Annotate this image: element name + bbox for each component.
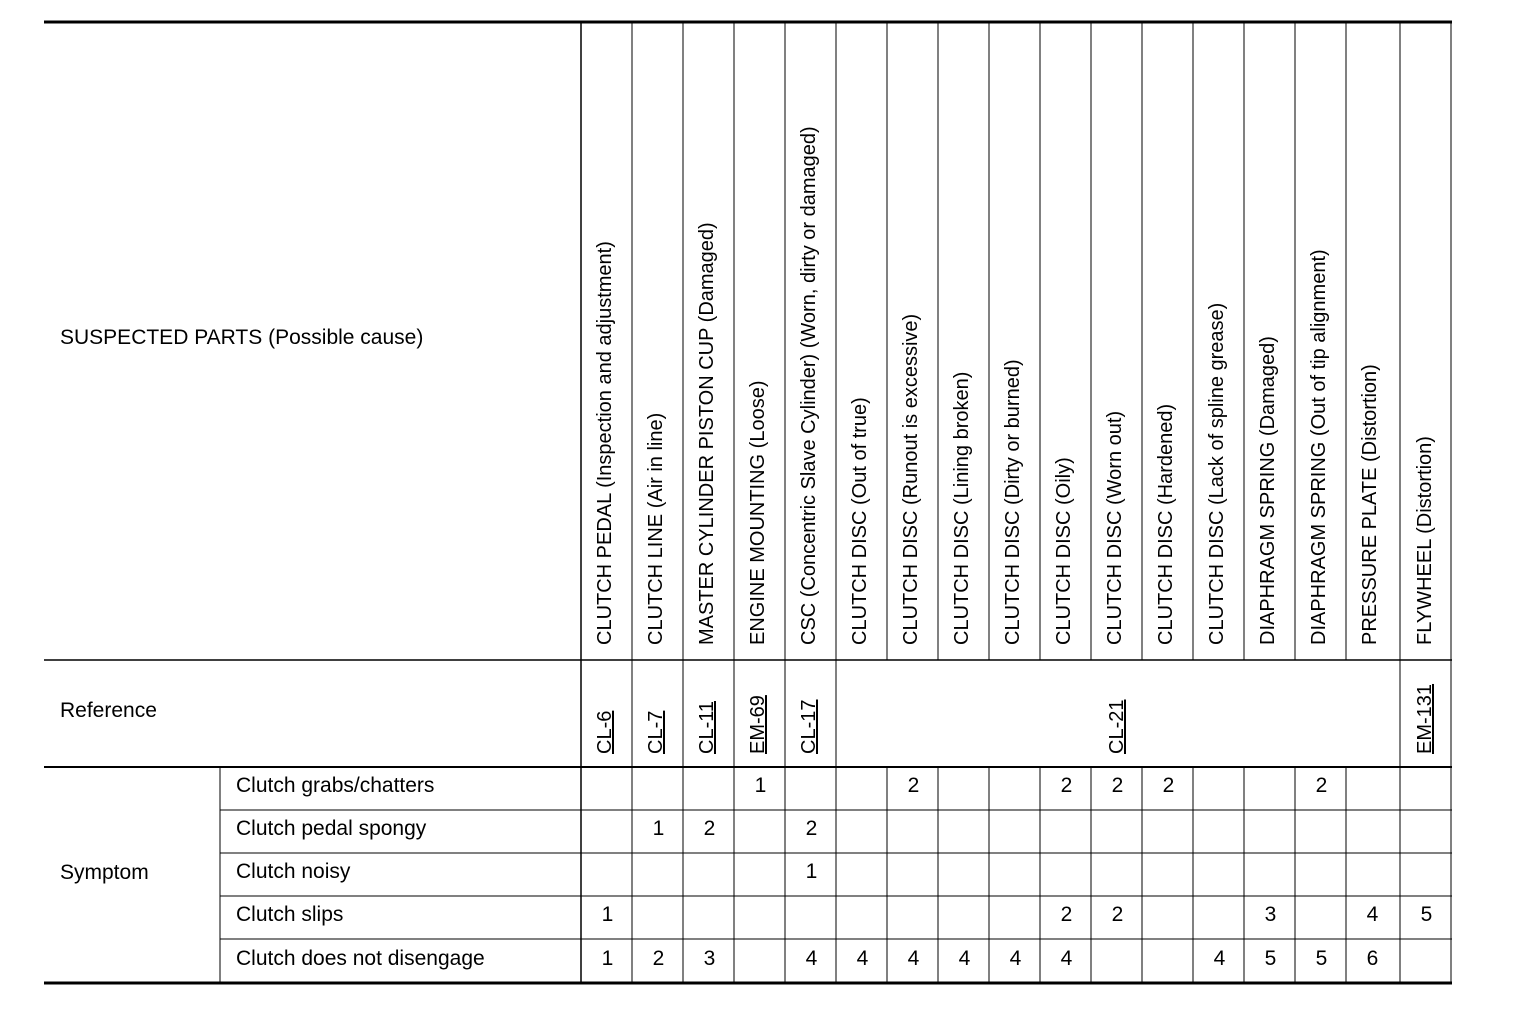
symptom-name: Clutch grabs/chatters <box>236 774 435 797</box>
priority-cell: 5 <box>1264 947 1277 970</box>
priority-cell: 2 <box>1060 903 1073 926</box>
priority-cell: 1 <box>805 860 818 883</box>
column-header: ENGINE MOUNTING (Loose) <box>747 380 769 645</box>
priority-cell: 3 <box>1264 903 1277 926</box>
column-header: FLYWHEEL (Distortion) <box>1414 436 1436 645</box>
priority-cell: 4 <box>1009 947 1022 970</box>
column-header: MASTER CYLINDER PISTON CUP (Damaged) <box>696 222 718 645</box>
column-header: CLUTCH DISC (Runout is excessive) <box>900 313 922 645</box>
column-header: CLUTCH PEDAL (Inspection and adjustment) <box>594 241 616 645</box>
reference-link-cl-7[interactable]: CL-7 <box>645 710 667 754</box>
reference-label: Reference <box>60 699 157 722</box>
symptom-name: Clutch pedal spongy <box>236 817 427 840</box>
priority-cell: 1 <box>754 774 767 797</box>
column-header: CLUTCH DISC (Lack of spline grease) <box>1206 302 1228 645</box>
priority-cell: 2 <box>1111 903 1124 926</box>
column-header: CLUTCH DISC (Worn out) <box>1104 410 1126 645</box>
priority-cell: 2 <box>652 947 665 970</box>
column-header: CLUTCH LINE (Air in line) <box>645 412 667 645</box>
column-header: CLUTCH DISC (Lining broken) <box>951 371 973 645</box>
symptom-label: Symptom <box>60 861 149 884</box>
priority-cell: 4 <box>1213 947 1226 970</box>
reference-link-cl-11[interactable]: CL-11 <box>696 701 718 754</box>
priority-cell: 1 <box>601 903 614 926</box>
column-header: CSC (Concentric Slave Cylinder) (Worn, dirty or damaged) <box>798 126 820 645</box>
symptom-name: Clutch does not disengage <box>236 947 485 970</box>
priority-cell: 5 <box>1315 947 1328 970</box>
symptom-name: Clutch slips <box>236 903 344 926</box>
reference-link-cl-17[interactable]: CL-17 <box>798 699 820 754</box>
priority-cell: 4 <box>1366 903 1379 926</box>
priority-cell: 1 <box>652 817 665 840</box>
priority-cell: 4 <box>907 947 920 970</box>
priority-cell: 2 <box>907 774 920 797</box>
priority-cell: 2 <box>1162 774 1175 797</box>
priority-cell: 5 <box>1420 903 1433 926</box>
reference-link-cl-21[interactable]: CL-21 <box>1106 699 1128 754</box>
priority-cell: 2 <box>1315 774 1328 797</box>
column-header: CLUTCH DISC (Dirty or burned) <box>1002 359 1024 645</box>
priority-cell: 4 <box>1060 947 1073 970</box>
priority-cell: 4 <box>958 947 971 970</box>
column-header: CLUTCH DISC (Hardened) <box>1155 403 1177 645</box>
priority-cell: 3 <box>703 947 716 970</box>
symptom-name: Clutch noisy <box>236 860 351 883</box>
column-header: PRESSURE PLATE (Distortion) <box>1359 364 1381 645</box>
column-header: DIAPHRAGM SPRING (Damaged) <box>1257 336 1279 645</box>
suspected-parts-label: SUSPECTED PARTS (Possible cause) <box>60 326 424 349</box>
priority-cell: 1 <box>601 947 614 970</box>
reference-link-em-69[interactable]: EM-69 <box>747 695 769 754</box>
priority-cell: 2 <box>805 817 818 840</box>
column-header: CLUTCH DISC (Out of true) <box>849 397 871 645</box>
column-header: DIAPHRAGM SPRING (Out of tip alignment) <box>1308 249 1330 645</box>
column-header: CLUTCH DISC (Oily) <box>1053 457 1075 645</box>
reference-link-em-131[interactable]: EM-131 <box>1414 683 1436 754</box>
priority-cell: 2 <box>1111 774 1124 797</box>
priority-cell: 2 <box>1060 774 1073 797</box>
priority-cell: 4 <box>856 947 869 970</box>
reference-link-cl-6[interactable]: CL-6 <box>594 710 616 754</box>
priority-cell: 6 <box>1366 947 1379 970</box>
priority-cell: 4 <box>805 947 818 970</box>
priority-cell: 2 <box>703 817 716 840</box>
